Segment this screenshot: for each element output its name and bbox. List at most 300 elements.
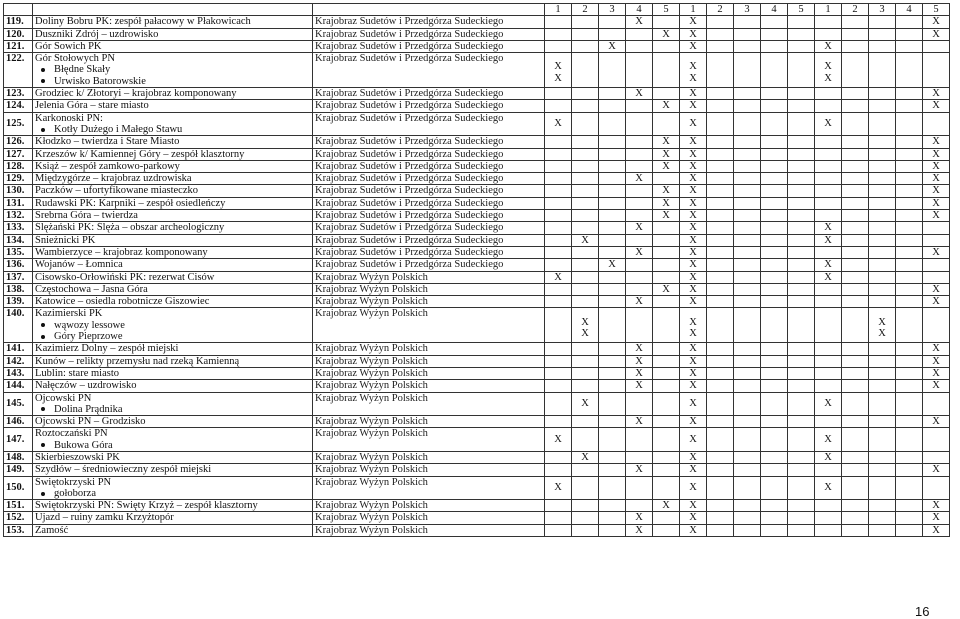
mark-cell <box>761 53 788 88</box>
mark-cell <box>572 355 599 367</box>
mark-cell <box>815 112 842 136</box>
mark-cell <box>923 392 950 416</box>
mark-cell <box>788 53 815 88</box>
sub-item <box>35 440 310 451</box>
mark-cell <box>842 173 869 185</box>
mark-cell <box>815 222 842 234</box>
mark-cell <box>707 283 734 295</box>
mark-cell <box>896 40 923 52</box>
landscape-region: Krajobraz Sudetów i Przedgórza Sudeckiego <box>313 222 545 234</box>
mark-cell <box>923 173 950 185</box>
mark-cell <box>707 197 734 209</box>
table-row <box>4 476 950 500</box>
table-row <box>4 500 950 512</box>
mark-cell <box>842 308 869 343</box>
mark-cell <box>815 355 842 367</box>
mark-cell <box>896 16 923 28</box>
row-number: 132. <box>4 210 33 222</box>
mark-cell <box>842 296 869 308</box>
x-mark: X <box>932 148 940 160</box>
mark-cell <box>842 28 869 40</box>
site-name-cell <box>33 53 313 88</box>
x-mark: X <box>932 296 940 308</box>
mark-cell <box>545 28 572 40</box>
landscape-region: Krajobraz Wyżyn Polskich <box>313 296 545 308</box>
mark-cell <box>572 222 599 234</box>
x-mark: X <box>689 464 697 476</box>
mark-cell <box>788 343 815 355</box>
mark-cell <box>680 524 707 536</box>
mark-cell <box>572 367 599 379</box>
x-mark: X <box>635 464 643 476</box>
site-name-cell <box>33 451 313 463</box>
mark-cell <box>896 259 923 271</box>
mark-cell <box>653 112 680 136</box>
site-name: Ujazd <box>35 512 61 524</box>
x-mark: X <box>932 416 940 428</box>
mark-cell <box>842 246 869 258</box>
mark-cell <box>761 173 788 185</box>
mark-cell <box>653 246 680 258</box>
landscape-region: Krajobraz Wyżyn Polskich <box>313 308 545 343</box>
mark-cell <box>923 271 950 283</box>
mark-cell <box>869 524 896 536</box>
sub-item <box>35 331 310 342</box>
mark-cell <box>842 500 869 512</box>
landscape-region: Krajobraz Sudetów i Przedgórza Sudeckiego <box>313 28 545 40</box>
mark-cell <box>626 524 653 536</box>
mark-cell <box>599 392 626 416</box>
x-mark: X <box>824 40 832 52</box>
mark-cell <box>626 259 653 271</box>
sub-item-label: Bukowa Góra <box>54 439 113 451</box>
x-mark: X <box>554 118 562 130</box>
mark-cell <box>599 148 626 160</box>
mark-cell <box>707 428 734 452</box>
bullet-icon <box>41 79 45 83</box>
mark-cell <box>734 476 761 500</box>
mark-cell <box>707 343 734 355</box>
site-name-cell: Kazimierz Dolny – zespół miejski <box>33 343 313 355</box>
mark-cell <box>680 428 707 452</box>
mark-cell <box>653 428 680 452</box>
landscape-region: Krajobraz Sudetów i Przedgórza Sudeckiego <box>313 16 545 28</box>
mark-cell <box>680 112 707 136</box>
mark-cell <box>788 392 815 416</box>
site-name: Śnieżnicki PK <box>35 234 96 246</box>
bullet-icon <box>41 68 45 72</box>
x-mark: X <box>932 185 940 197</box>
mark-cell <box>626 234 653 246</box>
mark-cell <box>896 476 923 500</box>
mark-cell <box>869 308 896 343</box>
mark-cell <box>869 428 896 452</box>
mark-cell <box>626 283 653 295</box>
mark-cell <box>653 197 680 209</box>
x-mark: X <box>635 222 643 234</box>
mark-cell <box>788 500 815 512</box>
mark-cell <box>707 112 734 136</box>
mark-cell <box>626 367 653 379</box>
mark-cell <box>869 392 896 416</box>
mark-cell <box>653 367 680 379</box>
x-mark: X <box>689 355 697 367</box>
mark-cell <box>869 148 896 160</box>
landscape-region: Krajobraz Sudetów i Przedgórza Sudeckiego <box>313 173 545 185</box>
landscape-region: Krajobraz Sudetów i Przedgórza Sudeckiego <box>313 53 545 88</box>
scale-header-cell: 2 <box>572 4 599 16</box>
mark-cell <box>734 355 761 367</box>
mark-cell <box>599 88 626 100</box>
site-detail: zespół klasztorny <box>171 148 245 160</box>
sub-item-label: Góry Pieprzowe <box>54 331 123 343</box>
mark-cell <box>734 380 761 392</box>
site-name-cell: Częstochowa – Jasna Góra <box>33 283 313 295</box>
site-name-cell: Międzygórze – krajobraz uzdrowiska <box>33 173 313 185</box>
table-row <box>4 308 950 343</box>
mark-cell <box>896 283 923 295</box>
row-number: 119. <box>4 16 33 28</box>
mark-cell <box>680 136 707 148</box>
row-number: 134. <box>4 234 33 246</box>
site-detail: średniowieczny zespół miejski <box>82 464 212 476</box>
mark-cell <box>680 464 707 476</box>
mark-cell <box>896 296 923 308</box>
site-name-cell: Nałęczów – uzdrowisko <box>33 380 313 392</box>
sub-item-label: Urwisko Batorowskie <box>54 75 146 87</box>
x-mark: X <box>689 16 697 28</box>
site-name-cell <box>33 392 313 416</box>
mark-cell <box>626 16 653 28</box>
mark-cell <box>842 512 869 524</box>
mark-cell <box>707 476 734 500</box>
mark-cell <box>653 392 680 416</box>
mark-cell <box>734 160 761 172</box>
site-name-cell: Książ – zespół zamkowo-parkowy <box>33 160 313 172</box>
site-name: Międzygórze <box>35 173 91 185</box>
mark-cell <box>842 259 869 271</box>
mark-cell <box>599 173 626 185</box>
mark-cell <box>653 451 680 463</box>
mark-cell <box>869 259 896 271</box>
mark-cell <box>572 100 599 112</box>
site-name-cell <box>33 367 313 379</box>
mark-cell <box>734 222 761 234</box>
site-detail: krajobraz komponowany <box>102 246 208 258</box>
sub-item <box>35 404 310 415</box>
mark-cell <box>653 464 680 476</box>
x-mark: X X <box>824 61 832 84</box>
mark-cell <box>572 428 599 452</box>
bullet-icon <box>41 335 45 339</box>
mark-cell <box>788 210 815 222</box>
table-row <box>4 53 950 88</box>
x-mark: X <box>824 434 832 446</box>
landscape-region: Krajobraz Sudetów i Przedgórza Sudeckiego <box>313 234 545 246</box>
table-row <box>4 380 950 392</box>
mark-cell <box>572 246 599 258</box>
mark-cell <box>599 40 626 52</box>
landscape-region: Krajobraz Wyżyn Polskich <box>313 476 545 500</box>
row-number: 150. <box>4 476 33 500</box>
mark-cell <box>842 112 869 136</box>
mark-cell <box>734 28 761 40</box>
mark-cell <box>599 500 626 512</box>
site-name: Kunów <box>35 355 66 367</box>
site-name: Rudawski PK: Karpniki <box>35 197 136 209</box>
mark-cell <box>869 355 896 367</box>
x-mark: X <box>662 210 670 222</box>
mark-cell <box>734 283 761 295</box>
mark-cell <box>869 416 896 428</box>
mark-cell <box>923 500 950 512</box>
site-name: Ojcowski PN <box>35 416 92 428</box>
mark-cell <box>869 112 896 136</box>
x-mark: X <box>554 271 562 283</box>
mark-cell <box>734 185 761 197</box>
landscape-region: Krajobraz Wyżyn Polskich <box>313 271 545 283</box>
mark-cell <box>923 40 950 52</box>
mark-cell <box>869 40 896 52</box>
mark-cell <box>572 148 599 160</box>
x-mark: X <box>824 259 832 271</box>
sub-item <box>35 124 310 135</box>
mark-cell <box>545 283 572 295</box>
landscape-region: Krajobraz Wyżyn Polskich <box>313 524 545 536</box>
x-mark: X <box>635 380 643 392</box>
mark-cell <box>599 234 626 246</box>
x-mark: X <box>689 100 697 112</box>
site-name-cell <box>33 16 313 28</box>
table-row <box>4 355 950 367</box>
mark-cell <box>680 367 707 379</box>
mark-cell <box>707 234 734 246</box>
site-name-cell: Ojcowski PN – Grodzisko <box>33 416 313 428</box>
x-mark: X <box>932 197 940 209</box>
mark-cell <box>923 112 950 136</box>
mark-cell <box>572 160 599 172</box>
row-number: 128. <box>4 160 33 172</box>
x-mark: X <box>824 398 832 410</box>
x-mark: X <box>554 482 562 494</box>
mark-cell <box>842 53 869 88</box>
x-mark: X <box>662 283 670 295</box>
mark-cell <box>599 271 626 283</box>
mark-cell <box>734 271 761 283</box>
mark-cell <box>680 53 707 88</box>
mark-cell <box>734 308 761 343</box>
table-row <box>4 428 950 452</box>
site-detail: relikty przemysłu nad rzeką Kamienną <box>76 355 240 367</box>
row-number: 120. <box>4 28 33 40</box>
mark-cell <box>788 28 815 40</box>
mark-cell <box>761 197 788 209</box>
x-mark: X <box>554 434 562 446</box>
x-mark: X <box>662 500 670 512</box>
table-row <box>4 136 950 148</box>
mark-cell <box>572 476 599 500</box>
site-name-cell: Ślężański PK: Ślęża – obszar archeologiczny <box>33 222 313 234</box>
mark-cell <box>707 512 734 524</box>
mark-cell <box>734 100 761 112</box>
mark-cell <box>761 112 788 136</box>
mark-cell <box>923 428 950 452</box>
site-name: Srebrna Góra <box>35 210 92 222</box>
mark-cell <box>842 16 869 28</box>
site-name-cell: Kunów – relikty przemysłu nad rzeką Kamienną <box>33 355 313 367</box>
mark-cell <box>923 160 950 172</box>
mark-cell <box>788 308 815 343</box>
heritage-table <box>3 3 950 537</box>
mark-cell <box>680 451 707 463</box>
mark-cell <box>626 476 653 500</box>
x-mark: X <box>932 464 940 476</box>
mark-cell <box>545 222 572 234</box>
mark-cell <box>734 234 761 246</box>
mark-cell <box>707 173 734 185</box>
mark-cell <box>815 524 842 536</box>
mark-cell <box>626 512 653 524</box>
mark-cell <box>815 367 842 379</box>
mark-cell <box>896 234 923 246</box>
mark-cell <box>599 296 626 308</box>
row-number: 135. <box>4 246 33 258</box>
mark-cell <box>761 136 788 148</box>
mark-cell <box>572 308 599 343</box>
landscape-region: Krajobraz Sudetów i Przedgórza Sudeckiego <box>313 160 545 172</box>
site-name: Wambierzyce <box>35 246 93 258</box>
x-mark: X <box>824 222 832 234</box>
bullet-icon <box>41 128 45 132</box>
site-name-cell <box>33 524 313 536</box>
sub-item <box>35 76 310 87</box>
mark-cell <box>896 173 923 185</box>
mark-cell <box>815 246 842 258</box>
mark-cell <box>869 16 896 28</box>
mark-cell <box>788 185 815 197</box>
row-number: 146. <box>4 416 33 428</box>
mark-cell <box>545 512 572 524</box>
mark-cell <box>761 355 788 367</box>
landscape-region: Krajobraz Sudetów i Przedgórza Sudeckiego <box>313 210 545 222</box>
mark-cell <box>572 392 599 416</box>
mark-cell <box>923 222 950 234</box>
mark-cell <box>707 246 734 258</box>
mark-cell <box>626 428 653 452</box>
mark-cell <box>788 197 815 209</box>
mark-cell <box>626 148 653 160</box>
row-number: 129. <box>4 173 33 185</box>
mark-cell <box>815 16 842 28</box>
mark-cell <box>734 500 761 512</box>
mark-cell <box>923 308 950 343</box>
x-mark: X <box>932 283 940 295</box>
mark-cell <box>842 100 869 112</box>
mark-cell <box>896 416 923 428</box>
table-row <box>4 512 950 524</box>
site-detail: Grodzisko <box>101 416 146 428</box>
site-detail: obszar archeologiczny <box>130 222 225 234</box>
mark-cell <box>680 416 707 428</box>
site-detail: twierdza i Stare Miasto <box>81 136 180 148</box>
mark-cell <box>923 259 950 271</box>
mark-cell <box>761 283 788 295</box>
mark-cell <box>653 355 680 367</box>
x-mark: X <box>635 173 643 185</box>
mark-cell <box>734 392 761 416</box>
mark-cell <box>626 343 653 355</box>
table-row <box>4 343 950 355</box>
mark-cell <box>815 500 842 512</box>
x-mark: X <box>662 160 670 172</box>
mark-cell <box>761 416 788 428</box>
mark-cell <box>788 136 815 148</box>
scale-header-cell: 4 <box>626 4 653 16</box>
site-name: Karkonoski PN: <box>35 112 103 124</box>
mark-cell <box>815 464 842 476</box>
mark-cell <box>761 148 788 160</box>
x-mark: X <box>689 416 697 428</box>
mark-cell <box>923 476 950 500</box>
mark-cell <box>869 28 896 40</box>
landscape-region: Krajobraz Sudetów i Przedgórza Sudeckiego <box>313 148 545 160</box>
site-detail: zespół miejski <box>118 343 179 355</box>
mark-cell <box>680 100 707 112</box>
mark-cell <box>626 392 653 416</box>
site-name: Świętokrzyski PN <box>35 476 112 488</box>
mark-cell <box>788 246 815 258</box>
mark-cell <box>896 222 923 234</box>
mark-cell <box>896 308 923 343</box>
mark-cell <box>923 367 950 379</box>
mark-cell <box>653 53 680 88</box>
mark-cell <box>869 197 896 209</box>
mark-cell <box>896 88 923 100</box>
mark-cell <box>572 343 599 355</box>
sub-item-label: Kotły Dużego i Małego Stawu <box>54 123 183 135</box>
x-mark: X <box>635 16 643 28</box>
mark-cell <box>842 222 869 234</box>
mark-cell <box>599 451 626 463</box>
site-name: Doliny Bobru PK: zespół pałacowy w Płakowicach <box>35 16 251 28</box>
mark-cell <box>680 380 707 392</box>
site-name: Krzeszów k/ Kamiennej Góry <box>35 148 161 160</box>
mark-cell <box>788 296 815 308</box>
site-name-cell <box>33 28 313 40</box>
x-mark: X <box>824 451 832 463</box>
mark-cell <box>707 53 734 88</box>
mark-cell <box>626 271 653 283</box>
mark-cell <box>653 500 680 512</box>
scale-header-cell: 5 <box>653 4 680 16</box>
table-row <box>4 524 950 536</box>
row-number: 131. <box>4 197 33 209</box>
mark-cell <box>842 355 869 367</box>
mark-cell <box>707 464 734 476</box>
sub-item-label: Błędne Skały <box>54 64 111 76</box>
site-name: Częstochowa <box>35 283 91 295</box>
mark-cell <box>734 148 761 160</box>
site-name: Nałęczów <box>35 380 77 392</box>
mark-cell <box>545 100 572 112</box>
row-number: 130. <box>4 185 33 197</box>
mark-cell <box>626 173 653 185</box>
mark-cell <box>734 53 761 88</box>
mark-cell <box>680 148 707 160</box>
mark-cell <box>707 210 734 222</box>
mark-cell <box>545 40 572 52</box>
site-name: Zamość <box>35 524 69 536</box>
